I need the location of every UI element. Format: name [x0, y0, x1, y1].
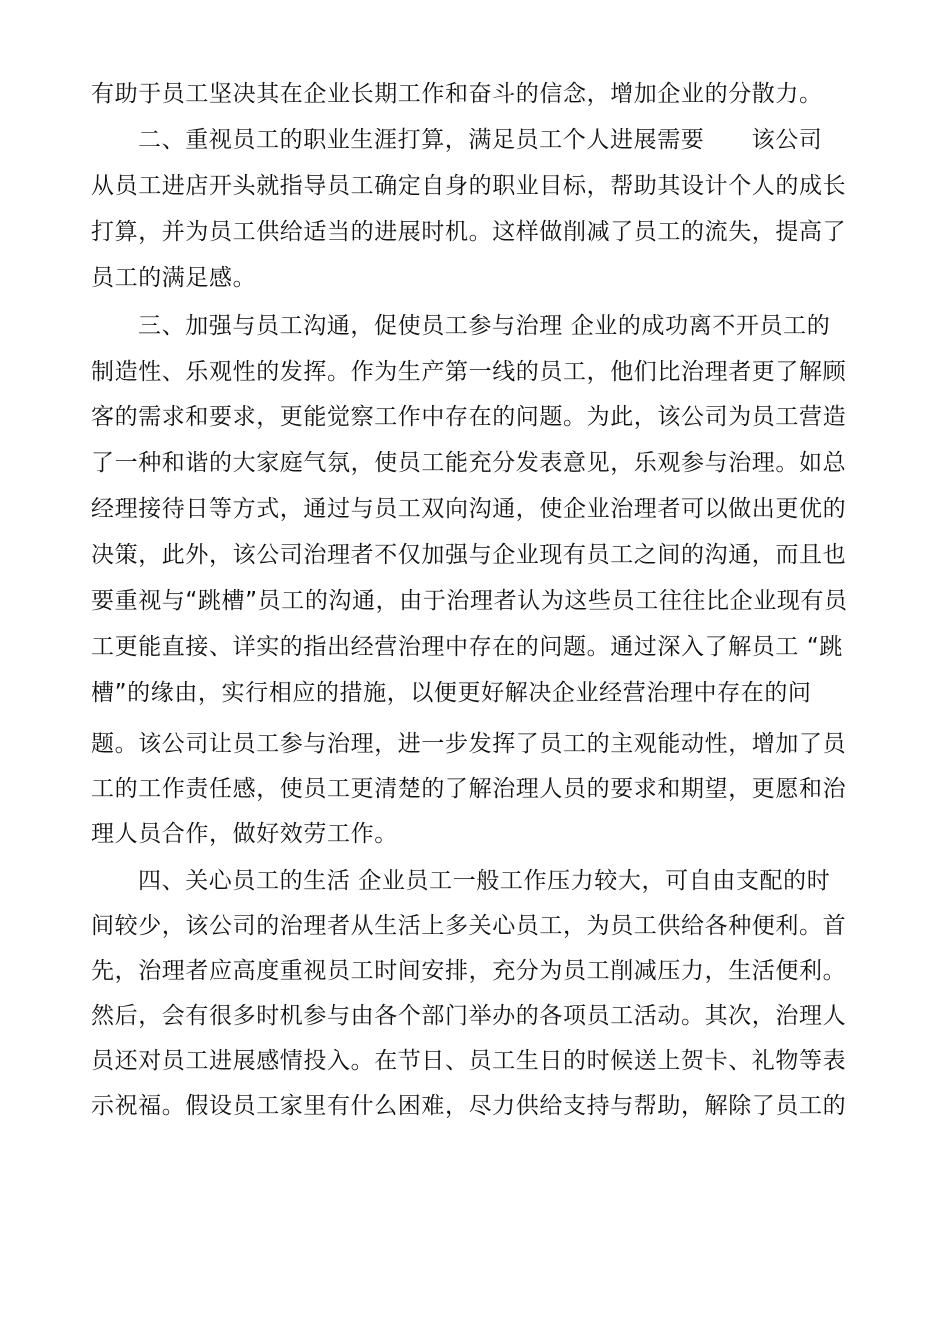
section-heading-line: 四、关心员工的生活 企业员工一般工作压力较大，可自由支配的时 [138, 868, 831, 894]
text-line: 要重视与“跳槽”员工的沟通，由于治理者认为这些员工往往比企业现有员 [91, 588, 848, 614]
text-line: 理人员合作，做好效劳工作。 [91, 821, 398, 847]
text-line: 员还对员工进展感情投入。在节日、员工生日的时候送上贺卡、礼物等表 [91, 1048, 847, 1074]
text-line: 员工的满足感。 [91, 265, 257, 291]
text-line: 槽”的缘由，实行相应的措施，以便更好解决企业经营治理中存在的问 [91, 680, 812, 706]
text-line: 间较少，该公司的治理者从生活上多关心员工，为员工供给各种便利。首 [91, 913, 847, 939]
text-line: 客的需求和要求，更能觉察工作中存在的问题。为此，该公司为员工营造 [91, 404, 847, 430]
text-line: 示祝福。假设员工家里有什么困难，尽力供给支持与帮助，解除了员工的 [91, 1093, 847, 1119]
text-line: 制造性、乐观性的发挥。作为生产第一线的员工，他们比治理者更了解顾 [91, 359, 847, 385]
text-line: 决策，此外，该公司治理者不仅加强与企业现有员工之间的沟通，而且也 [91, 542, 847, 568]
text-line: 先，治理者应高度重视员工时间安排，充分为员工削减压力，生活便利。 [91, 958, 847, 984]
text-line: 打算，并为员工供给适当的进展时机。这样做削减了员工的流失，提高了 [91, 219, 847, 245]
section-heading-line: 二、重视员工的职业生涯打算，满足员工个人进展需要 该公司 [138, 127, 823, 153]
text-line: 经理接待日等方式，通过与员工双向沟通，使企业治理者可以做出更优的 [91, 496, 847, 522]
text-line: 题。该公司让员工参与治理，进一步发挥了员工的主观能动性，增加了员 [91, 731, 847, 757]
text-line: 工更能直接、详实的指出经营治理中存在的问题。通过深入了解员工 “跳 [91, 634, 844, 660]
section-heading-line: 三、加强与员工沟通，促使员工参与治理 企业的成功离不开员工的 [138, 313, 831, 339]
text-line: 从员工进店开头就指导员工确定自身的职业目标，帮助其设计个人的成长 [91, 173, 847, 199]
text-line: 工的工作责任感，使员工更清楚的了解治理人员的要求和期望，更愿和治 [91, 776, 847, 802]
text-line: 然后，会有很多时机参与由各个部门举办的各项员工活动。其次，治理人 [91, 1003, 847, 1029]
text-line: 了一种和谐的大家庭气氛，使员工能充分发表意见，乐观参与治理。如总 [91, 450, 847, 476]
text-line: 有助于员工坚决其在企业长期工作和奋斗的信念，增加企业的分散力。 [91, 81, 823, 107]
